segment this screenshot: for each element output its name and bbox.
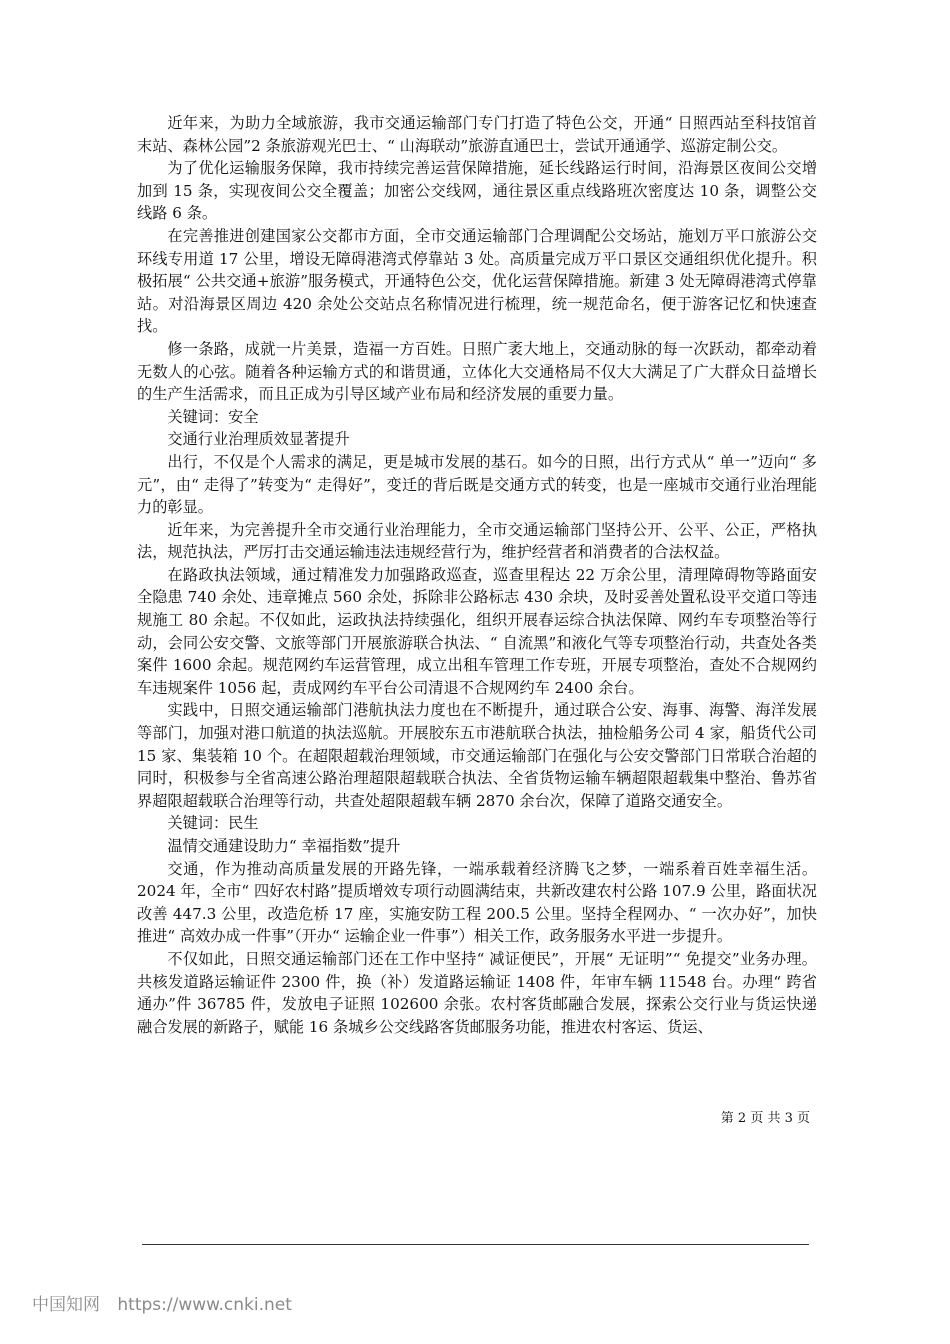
paragraph-transit-metropolis: 在完善推进创建国家公交都市方面，全市交通运输部门合理调配公交场站，施划万平口旅游公交环线专用道 17 公里，增设无障碍港湾式停靠站 3 处。高质量完成万平口景区交通组织优化提升。积极拓展“ 公共交通+旅游”服务模式，开通特色公交，优化运营保障措施。新建 3 处无障碍港湾式停靠站。对沿海景区周边 420 余处公交站点名称情况进行梳理，统一规范命名，便于游客记忆和快速查找。 bbox=[137, 226, 817, 336]
paragraph-law-enforcement: 近年来，为完善提升全市交通行业治理能力，全市交通运输部门坚持公开、公平、公正，严格执法，规范执法，严厉打击交通运输违法违规经营行为，维护经营者和消费者的合法权益。 bbox=[137, 520, 817, 562]
paragraph-rural-roads: 交通，作为推动高质量发展的开路先锋，一端承载着经济腾飞之梦，一端系着百姓幸福生活。2024 年，全市“ 四好农村路”提质增效专项行动圆满结束，共新改建农村公路 107.9 公里，路面状况改善 447.3 公里，改造危桥 17 座，实施安防工程 200.5 公里。坚持全程网办、“ 一次办好”，加快推进“ 高效办成一件事”（开办“ 运输企业一件事”）相关工作，政务服务水平进一步提升。 bbox=[137, 859, 817, 946]
watermark-brand: 中国知网 bbox=[32, 1295, 100, 1315]
paragraph-port-enforcement: 实践中，日照交通运输部门港航执法力度也在不断提升，通过联合公安、海事、海警、海洋发展等部门，加强对港口航道的执法巡航。开展胶东五市港航联合执法，抽检船务公司 4 家，船货代公司 15 家、集装箱 10 个。在超限超载治理领域，市交通运输部门在强化与公安交警部门日常联合治超的同时，积极参与全省高速公路治理超限超载联合执法、全省货物运输车辆超限超载集中整治、鲁苏省界超限超载联合治理等行动，共查处超限超载车辆 2870 余台次，保障了道路交通安全。 bbox=[137, 701, 817, 810]
paragraph-travel-modes: 出行，不仅是个人需求的满足，更是城市发展的基石。如今的日照，出行方式从“ 单一”迈向“ 多元”，由“ 走得了”转变为“ 走得好”，变迁的背后既是交通方式的转变，也是一座城市交通行业治理能力的彰显。 bbox=[137, 452, 817, 517]
section-title-governance: 交通行业治理质效显著提升 bbox=[167, 430, 350, 449]
source-watermark bbox=[32, 1293, 292, 1317]
footer-divider bbox=[142, 1244, 809, 1245]
keyword-heading-safety: 关键词：安全 bbox=[167, 407, 259, 426]
paragraph-service-guarantee: 为了优化运输服务保障，我市持续完善运营保障措施，延长线路运行时间，沿海景区夜间公交增加到 15 条，实现夜间公交全覆盖；加密公交线网，通往景区重点线路班次密度达 10 条，调整公交线路 6 条。 bbox=[137, 159, 817, 223]
article-body bbox=[137, 112, 817, 1038]
watermark-url: https://www.cnki.net bbox=[117, 1295, 292, 1315]
paragraph-road-scenery: 修一条路，成就一片美景，造福一方百姓。日照广袤大地上，交通动脉的每一次跃动，都牵动着无数人的心弦。随着各种运输方式的和谐贯通，立体化大交通格局不仅大大满足了广大群众日益增长的生产生活需求，而且正成为引导区域产业布局和经济发展的重要力量。 bbox=[137, 339, 817, 404]
paragraph-road-administration: 在路政执法领域，通过精准发力加强路政巡查，巡查里程达 22 万余公里，清理障碍物等路面安全隐患 740 余处、违章摊点 560 余处，拆除非公路标志 430 余块，及时妥善处置私设平交道口等违规施工 80 余起。不仅如此，运政执法持续强化，组织开展春运综合执法保障、网约车专项整治等行动，会同公安交警、文旅等部门开展旅游联合执法、“ 自流黑”和液化气等专项整治行动，共查处各类案件 1600 余起。规范网约车运营管理，成立出租车管理工作专班，开展专项整治，查处不合规网约车违规案件 1056 起，责成网约车平台公司清退不合规网约车 2400 余台。 bbox=[137, 565, 817, 697]
section-title-happiness: 温情交通建设助力“ 幸福指数”提升 bbox=[167, 837, 401, 855]
paragraph-tourism-bus: 近年来，为助力全域旅游，我市交通运输部门专门打造了特色公交，开通“ 日照西站至科技馆首末站、森林公园”2 条旅游观光巴士、“ 山海联动”旅游直通巴士，尝试开通通学、巡游定制公交。 bbox=[137, 114, 817, 155]
paragraph-government-services: 不仅如此，日照交通运输部门还在工作中坚持“ 减证便民”，开展“ 无证明”“ 免提交”业务办理。共核发道路运输证件 2300 件，换（补）发道路运输证 1408 件，年审车辆 11548 台。办理“ 跨省通办”件 36785 件，发放电子证照 102600 余张。农村客货邮融合发展，探索公交行业与货运快递融合发展的新路子，赋能 16 条城乡公交线路客货邮服务功能，推进农村客运、货运、 bbox=[137, 949, 817, 1036]
keyword-heading-livelihood: 关键词：民生 bbox=[167, 814, 259, 833]
page-number: 第 2 页 共 3 页 bbox=[720, 1111, 810, 1126]
